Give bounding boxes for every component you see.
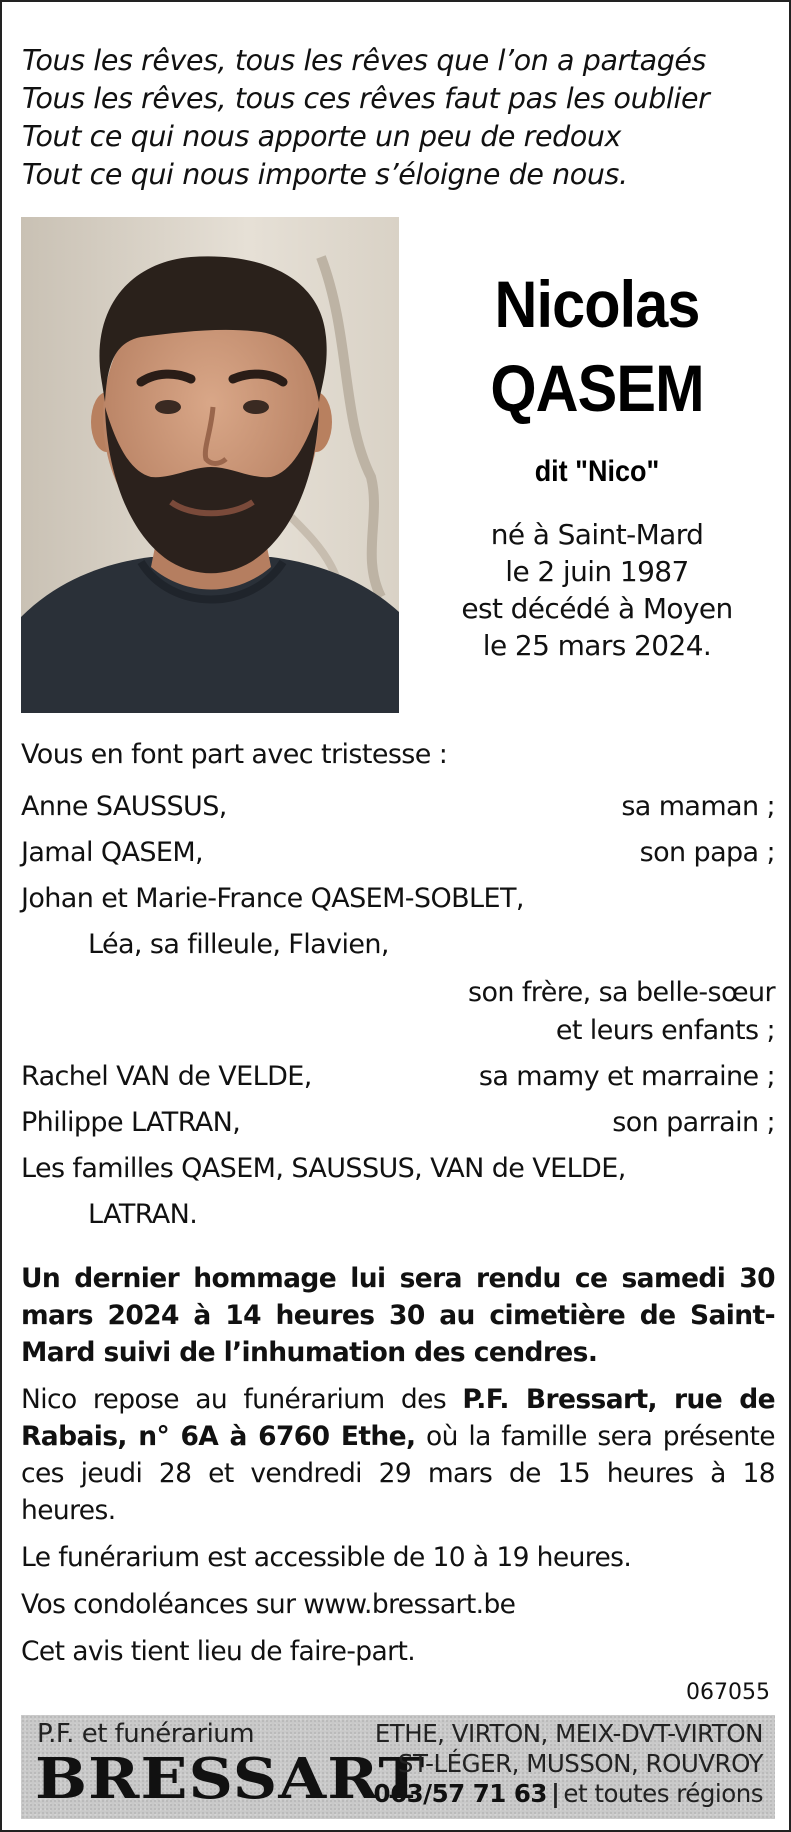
homage-notice: Un dernier hommage lui sera rendu ce samedi 30 mars 2024 à 14 heures 30 au cimetière de Saint-Mard suivi de l’inhumation des cendres. [21, 1263, 775, 1368]
family-row [21, 1054, 775, 1100]
death-date: le 25 mars 2024. [482, 629, 712, 662]
family-intro: Vous en font part avec tristesse : [21, 739, 448, 770]
phone-line [374, 1779, 763, 1809]
first-name: Nicolas [494, 267, 700, 341]
relative-name-continued: LATRAN. [88, 1199, 198, 1230]
brand-logo: BRESSART [35, 1746, 426, 1812]
locations [374, 1719, 763, 1809]
family-list [21, 732, 775, 1238]
relative-name: Johan et Marie-France QASEM-SOBLET, [21, 883, 524, 914]
death-place: est décédé à Moyen [461, 592, 733, 625]
funeral-home-address: P.F. Bressart, rue de Rabais, n° 6A à 6760 Ethe, [21, 1384, 775, 1452]
poem-line: Tous les rêves, tous les rêves que l’on a partagés [22, 44, 706, 77]
notice-text: Cet avis tient lieu de faire-part. [21, 1636, 416, 1667]
family-row [21, 784, 775, 830]
family-row [21, 1146, 775, 1192]
family-row [21, 1100, 775, 1146]
rest-prefix: Nico repose au funérarium des [21, 1384, 463, 1415]
relative-name: Anne SAUSSUS, [21, 791, 227, 822]
funeral-home-footer [21, 1715, 775, 1819]
poem-line: Tous les rêves, tous ces rêves faut pas les oublier [22, 82, 710, 115]
relative-name: Jamal QASEM, [21, 837, 204, 868]
rest-suffix: où la famille sera présente ces jeudi 28 et vendredi 29 mars de 15 heures à 18 heures. [21, 1421, 776, 1526]
poem-line: Tout ce qui nous importe s’éloigne de nous. [22, 158, 628, 191]
phone-number: 063/57 71 63 [373, 1779, 547, 1808]
relative-relation: son parrain ; [612, 1107, 775, 1138]
relative-relation: son frère, sa belle-sœur [468, 977, 775, 1008]
separator: | [550, 1779, 560, 1808]
birth-place: né à Saint-Mard [490, 518, 704, 551]
regions: et toutes régions [563, 1779, 763, 1808]
birth-date: le 2 juin 1987 [505, 555, 689, 588]
relative-name: Les familles QASEM, SAUSSUS, VAN de VELDE, [21, 1153, 626, 1184]
portrait-illustration [21, 217, 399, 713]
access-hours: Le funérarium est accessible de 10 à 19 heures. [21, 1542, 632, 1573]
relative-name: Rachel VAN de VELDE, [21, 1061, 312, 1092]
family-row [21, 876, 775, 922]
relative-relation: sa maman ; [621, 791, 775, 822]
pf-label: P.F. et funérarium [37, 1719, 255, 1749]
locations-line: ETHE, VIRTON, MEIX-DVT-VIRTON [374, 1719, 763, 1748]
poem-line: Tout ce qui nous apporte un peu de redoux [22, 120, 621, 153]
condolences-link: Vos condoléances sur www.bressart.be [21, 1589, 516, 1620]
relative-relation: sa mamy et marraine ; [478, 1061, 775, 1092]
nickname: dit "Nico" [534, 455, 660, 488]
relative-relation: et leurs enfants ; [555, 1015, 775, 1046]
poem [22, 42, 782, 194]
family-row [21, 830, 775, 876]
life-dates [412, 516, 782, 664]
relative-name: Philippe LATRAN, [21, 1107, 241, 1138]
reference-number: 067055 [686, 1680, 770, 1705]
deceased-identity [412, 262, 782, 664]
locations-line: ST-LÉGER, MUSSON, ROUVROY [397, 1749, 763, 1778]
rest-notice [21, 1381, 775, 1529]
last-name: QASEM [490, 351, 704, 425]
relative-relation: son papa ; [639, 837, 775, 868]
relative-children: Léa, sa filleule, Flavien, [88, 929, 389, 960]
announcements [21, 1260, 775, 1680]
portrait-photo [21, 217, 399, 713]
